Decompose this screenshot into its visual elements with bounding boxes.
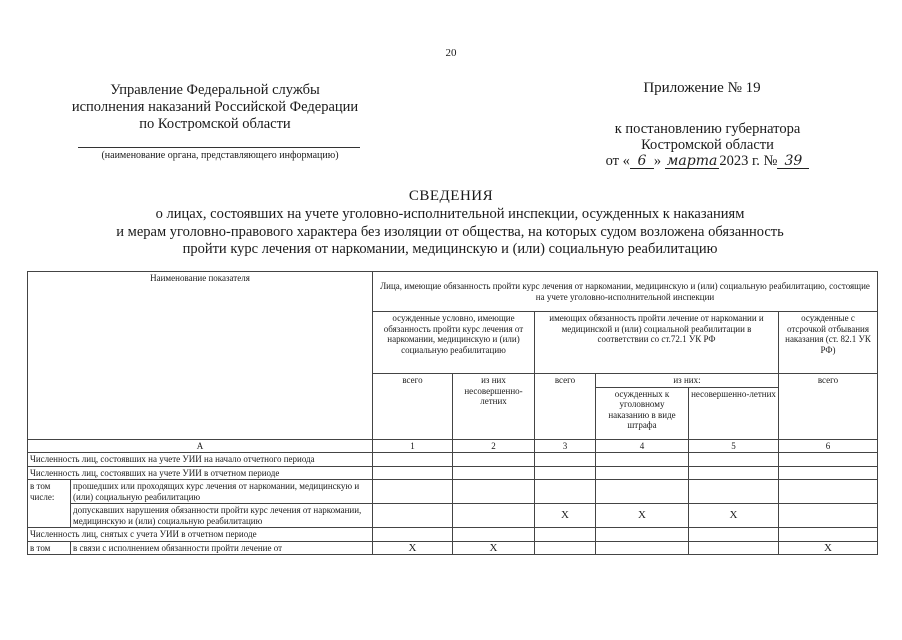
table-cell: [689, 480, 779, 504]
table-cell: [535, 528, 596, 542]
row-label: Численность лиц, состоявших на учете УИИ на начало отчетного периода: [28, 453, 373, 467]
date-year: 2023 г. №: [719, 153, 778, 169]
organization-line: по Костромской области: [139, 116, 291, 132]
column-number: 4: [596, 439, 689, 453]
subtitle-line: пройти курс лечения от наркомании, медицинскую и (или) социальную реабилитацию: [182, 241, 718, 257]
table-cell: [596, 466, 689, 480]
row-label: Численность лиц, снятых с учета УИИ в отчетном периоде: [28, 528, 373, 542]
organization-caption: (наименование органа, представляющего информацию): [101, 150, 339, 161]
organization-line: исполнения наказаний Российской Федерации: [71, 99, 359, 115]
appendix-line: Костромской области: [641, 137, 774, 153]
table-cell: [596, 480, 689, 504]
header-total: всего: [535, 374, 596, 440]
date-quote: »: [653, 153, 662, 169]
table-cell: [596, 541, 689, 555]
table-cell: [453, 466, 535, 480]
header-total: всего: [779, 374, 878, 440]
column-number: 2: [453, 439, 535, 453]
table-cell: [779, 528, 878, 542]
x-mark: X: [689, 504, 779, 528]
table-cell: [689, 466, 779, 480]
document-title: СВЕДЕНИЯ: [408, 188, 494, 204]
header-total: всего: [373, 374, 453, 440]
row-including-label: в том: [28, 541, 71, 555]
subgroup-conditional: осужденные условно, имеющие обязанность пройти курс лечения от наркомании, медицинскую и (или) социальную реабилитацию: [373, 312, 535, 374]
table-cell: [535, 480, 596, 504]
table-cell: [779, 453, 878, 467]
table-cell: [596, 453, 689, 467]
handwritten-day: 6: [630, 154, 654, 169]
report-table: [27, 271, 878, 555]
table-cell: [453, 453, 535, 467]
document-subtitle: [90, 206, 810, 259]
table-cell: [779, 480, 878, 504]
appendix-reference: [585, 121, 830, 169]
header-fine-convicted: осужденных к уголовному наказанию в виде штрафа: [596, 387, 689, 439]
group-header: Лица, имеющие обязанность пройти курс лечения от наркомании, медицинскую и (или) социальную реабилитацию, состоящие на учете уголовно-исполнительной инспекции: [373, 272, 878, 312]
row-label: Численность лиц, состоявших на учете УИИ в отчетном периоде: [28, 466, 373, 480]
appendix-date-line: [606, 153, 810, 169]
subgroup-article-72-1: имеющих обязанность пройти лечение от наркомании и медицинской и (или) социальной реабилитации в соответствии со ст.72.1 УК РФ: [535, 312, 779, 374]
subgroup-deferred: осужденные с отсрочкой отбывания наказания (ст. 82.1 УК РФ): [779, 312, 878, 374]
organization-name: [50, 82, 380, 133]
organization-line: Управление Федеральной службы: [110, 82, 320, 98]
column-number: 6: [779, 439, 878, 453]
handwritten-number: 39: [777, 154, 809, 169]
table-cell: [535, 541, 596, 555]
row-label: допускавших нарушения обязанности пройти курс лечения от наркомании, медицинскую и (или) социальную реабилитацию: [71, 504, 373, 528]
x-mark: X: [453, 541, 535, 555]
page-number: 20: [445, 47, 457, 59]
table-cell: [373, 466, 453, 480]
table-cell: [373, 453, 453, 467]
appendix-line: к постановлению губернатора: [614, 121, 801, 137]
table-cell: [373, 504, 453, 528]
header-minors: несовершенно-летних: [689, 387, 779, 439]
table-cell: [535, 466, 596, 480]
table-cell: [373, 528, 453, 542]
table-cell: [453, 480, 535, 504]
column-number: 5: [689, 439, 779, 453]
organization-underline: [78, 147, 360, 148]
column-number: 3: [535, 439, 596, 453]
handwritten-month: марта: [666, 153, 718, 169]
table-cell: [779, 466, 878, 480]
x-mark: X: [373, 541, 453, 555]
table-cell: [596, 528, 689, 542]
column-number: 1: [373, 439, 453, 453]
date-prefix: от «: [605, 153, 630, 169]
column-letter: А: [28, 439, 373, 453]
x-mark: X: [535, 504, 596, 528]
row-label: в связи с исполнением обязанности пройти лечение от: [71, 541, 373, 555]
subtitle-line: о лицах, состоявших на учете уголовно-исполнительной инспекции, осужденных к наказаниям: [155, 206, 745, 222]
table-cell: [535, 453, 596, 467]
x-mark: X: [779, 541, 878, 555]
x-mark: X: [596, 504, 689, 528]
table-cell: [689, 528, 779, 542]
table-cell: [453, 504, 535, 528]
table-cell: [453, 528, 535, 542]
subtitle-line: и мерам уголовно-правового характера без изоляции от общества, на которых судом возложена обязанность: [116, 223, 784, 240]
table-cell: [689, 541, 779, 555]
row-label: прошедших или проходящих курс лечения от наркомании, медицинскую и (или) социальную реабилитацию: [71, 480, 373, 504]
table-cell: [373, 480, 453, 504]
table-cell: [689, 453, 779, 467]
indicator-header: Наименование показателя: [28, 272, 373, 440]
table-cell: [779, 504, 878, 528]
appendix-title: Приложение № 19: [643, 80, 761, 96]
header-minors: из них несовершенно-летних: [453, 374, 535, 440]
header-of-them: из них:: [596, 374, 779, 388]
row-including-label: в том числе:: [28, 480, 71, 528]
